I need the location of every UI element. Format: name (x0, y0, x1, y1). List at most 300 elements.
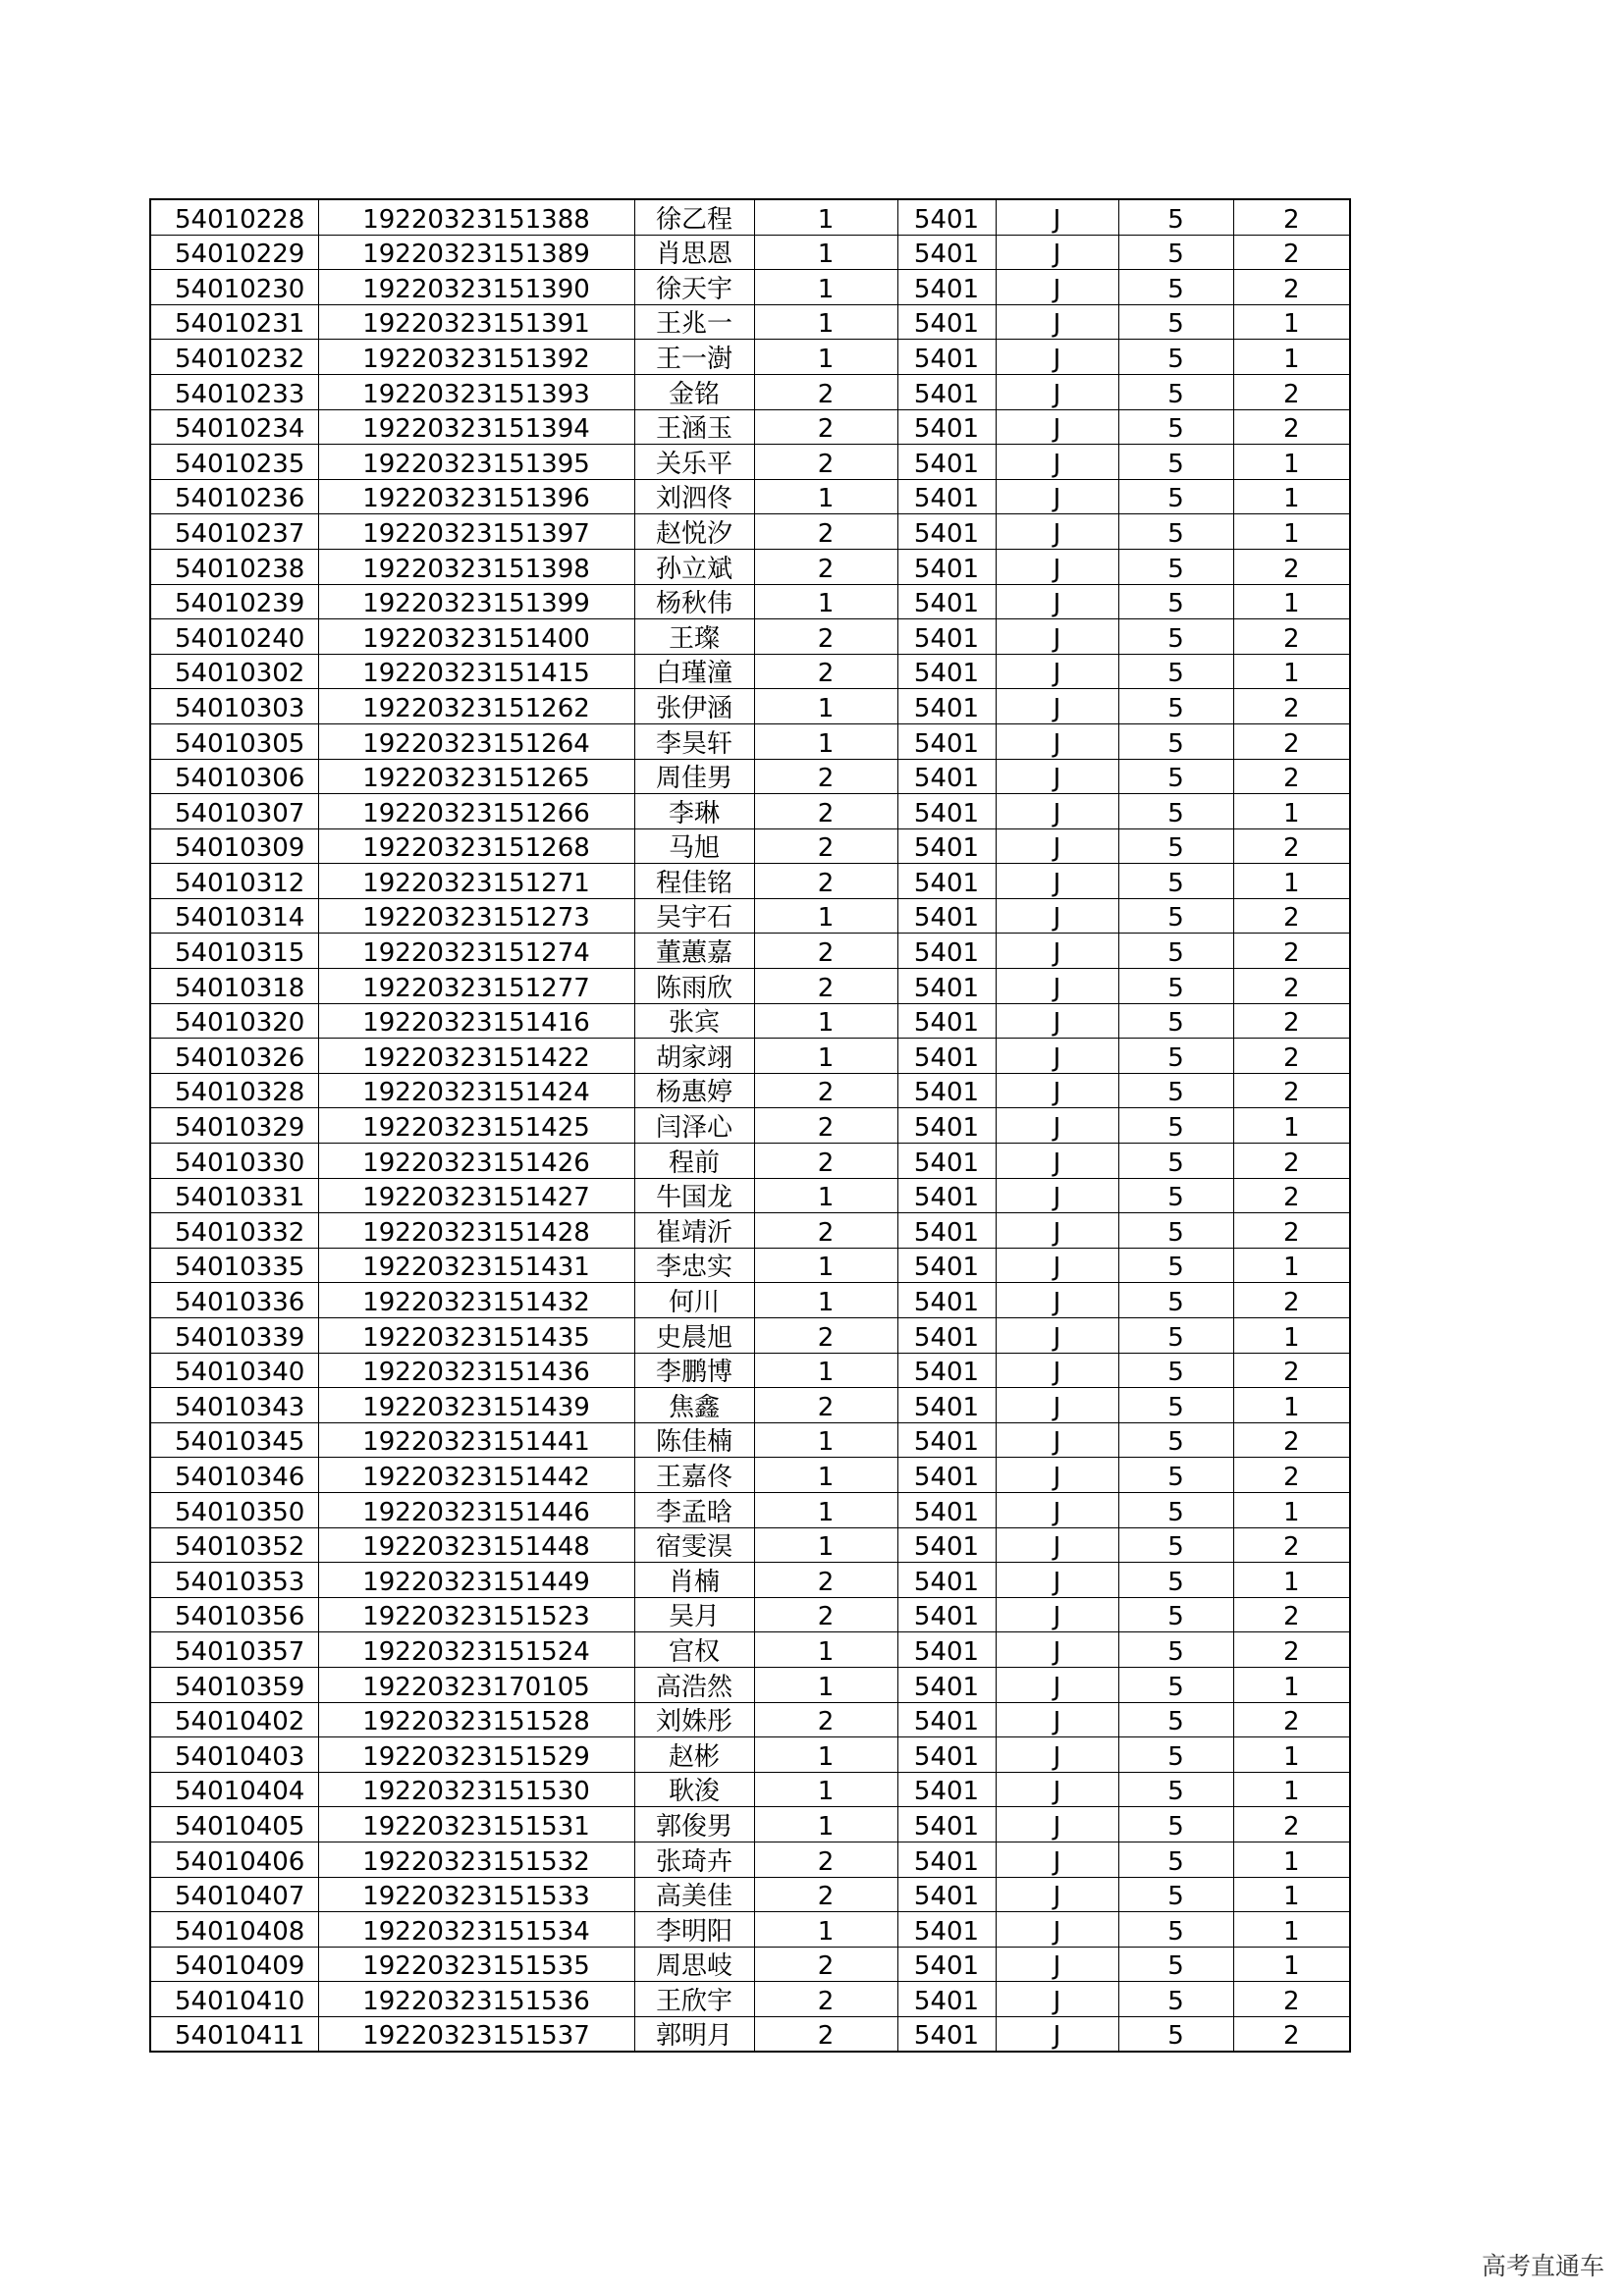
cell-seq-number: 54010305 (150, 723, 318, 759)
cell-seq-number: 54010409 (150, 1947, 318, 1982)
cell-student-name: 王欣宇 (634, 1982, 754, 2017)
cell-type-code: 2 (1233, 1283, 1350, 1318)
table-row (150, 1667, 1350, 1702)
cell-student-name: 李明阳 (634, 1912, 754, 1948)
cell-level-code: 5 (1118, 1492, 1233, 1527)
cell-category-code: J (996, 1632, 1118, 1668)
table-row (150, 479, 1350, 514)
cell-gender-code: 1 (754, 1422, 897, 1458)
cell-level-code: 5 (1118, 1842, 1233, 1877)
cell-student-name: 王兆一 (634, 304, 754, 340)
table-row (150, 1597, 1350, 1632)
table-row (150, 898, 1350, 934)
cell-school-code: 5401 (897, 1388, 996, 1423)
cell-level-code: 5 (1118, 1073, 1233, 1108)
cell-student-name: 刘泗佟 (634, 479, 754, 514)
cell-student-name: 何川 (634, 1283, 754, 1318)
cell-student-name: 徐乙程 (634, 199, 754, 235)
cell-category-code: J (996, 1807, 1118, 1842)
cell-level-code: 5 (1118, 934, 1233, 969)
cell-exam-id: 19220323151271 (318, 864, 634, 899)
cell-exam-id: 19220323151436 (318, 1353, 634, 1388)
cell-school-code: 5401 (897, 1947, 996, 1982)
cell-student-name: 肖思恩 (634, 235, 754, 270)
cell-seq-number: 54010230 (150, 270, 318, 305)
cell-gender-code: 1 (754, 1807, 897, 1842)
cell-student-name: 焦鑫 (634, 1388, 754, 1423)
cell-gender-code: 1 (754, 1353, 897, 1388)
cell-type-code: 1 (1233, 794, 1350, 829)
cell-school-code: 5401 (897, 1527, 996, 1563)
cell-school-code: 5401 (897, 409, 996, 445)
cell-student-name: 马旭 (634, 828, 754, 864)
cell-school-code: 5401 (897, 1318, 996, 1354)
table-row (150, 1527, 1350, 1563)
cell-gender-code: 2 (754, 374, 897, 409)
cell-gender-code: 2 (754, 969, 897, 1004)
cell-gender-code: 2 (754, 1144, 897, 1179)
cell-student-name: 李鹏博 (634, 1353, 754, 1388)
cell-exam-id: 19220323151389 (318, 235, 634, 270)
cell-category-code: J (996, 2016, 1118, 2052)
cell-gender-code: 1 (754, 1527, 897, 1563)
cell-exam-id: 19220323151532 (318, 1842, 634, 1877)
cell-level-code: 5 (1118, 794, 1233, 829)
cell-level-code: 5 (1118, 340, 1233, 375)
cell-exam-id: 19220323170105 (318, 1667, 634, 1702)
cell-type-code: 2 (1233, 969, 1350, 1004)
cell-student-name: 史晨旭 (634, 1318, 754, 1354)
cell-seq-number: 54010228 (150, 199, 318, 235)
cell-level-code: 5 (1118, 1144, 1233, 1179)
cell-gender-code: 2 (754, 1388, 897, 1423)
cell-school-code: 5401 (897, 1003, 996, 1039)
cell-level-code: 5 (1118, 374, 1233, 409)
cell-type-code: 1 (1233, 1912, 1350, 1948)
cell-level-code: 5 (1118, 270, 1233, 305)
cell-seq-number: 54010345 (150, 1422, 318, 1458)
cell-seq-number: 54010346 (150, 1458, 318, 1493)
cell-school-code: 5401 (897, 654, 996, 689)
cell-seq-number: 54010309 (150, 828, 318, 864)
cell-category-code: J (996, 794, 1118, 829)
roster-body (150, 199, 1350, 2052)
cell-type-code: 2 (1233, 1807, 1350, 1842)
cell-category-code: J (996, 1108, 1118, 1144)
cell-category-code: J (996, 759, 1118, 794)
cell-gender-code: 2 (754, 1073, 897, 1108)
cell-student-name: 牛国龙 (634, 1178, 754, 1213)
cell-school-code: 5401 (897, 584, 996, 619)
cell-exam-id: 19220323151391 (318, 304, 634, 340)
cell-exam-id: 19220323151449 (318, 1563, 634, 1598)
table-row (150, 549, 1350, 584)
cell-type-code: 2 (1233, 619, 1350, 655)
table-row (150, 1632, 1350, 1668)
cell-exam-id: 19220323151427 (318, 1178, 634, 1213)
cell-type-code: 2 (1233, 2016, 1350, 2052)
cell-student-name: 周思岐 (634, 1947, 754, 1982)
cell-exam-id: 19220323151531 (318, 1807, 634, 1842)
cell-school-code: 5401 (897, 1772, 996, 1807)
cell-level-code: 5 (1118, 584, 1233, 619)
table-row (150, 759, 1350, 794)
cell-seq-number: 54010339 (150, 1318, 318, 1354)
cell-type-code: 1 (1233, 864, 1350, 899)
cell-school-code: 5401 (897, 1353, 996, 1388)
table-row (150, 864, 1350, 899)
cell-category-code: J (996, 1982, 1118, 2017)
cell-category-code: J (996, 1527, 1118, 1563)
cell-type-code: 1 (1233, 1842, 1350, 1877)
cell-type-code: 1 (1233, 340, 1350, 375)
table-row (150, 1283, 1350, 1318)
cell-exam-id: 19220323151529 (318, 1737, 634, 1773)
table-row (150, 619, 1350, 655)
cell-level-code: 5 (1118, 1353, 1233, 1388)
cell-exam-id: 19220323151399 (318, 584, 634, 619)
cell-gender-code: 1 (754, 304, 897, 340)
cell-seq-number: 54010234 (150, 409, 318, 445)
table-row (150, 1702, 1350, 1737)
cell-type-code: 1 (1233, 514, 1350, 550)
cell-exam-id: 19220323151537 (318, 2016, 634, 2052)
cell-type-code: 1 (1233, 654, 1350, 689)
cell-type-code: 1 (1233, 1108, 1350, 1144)
table-row (150, 1318, 1350, 1354)
cell-category-code: J (996, 828, 1118, 864)
cell-gender-code: 1 (754, 340, 897, 375)
cell-seq-number: 54010231 (150, 304, 318, 340)
cell-school-code: 5401 (897, 1178, 996, 1213)
cell-category-code: J (996, 934, 1118, 969)
cell-student-name: 孙立斌 (634, 549, 754, 584)
cell-seq-number: 54010331 (150, 1178, 318, 1213)
cell-gender-code: 2 (754, 549, 897, 584)
cell-level-code: 5 (1118, 1248, 1233, 1283)
cell-school-code: 5401 (897, 514, 996, 550)
cell-school-code: 5401 (897, 969, 996, 1004)
cell-type-code: 2 (1233, 689, 1350, 724)
cell-category-code: J (996, 199, 1118, 235)
table-row (150, 828, 1350, 864)
cell-gender-code: 2 (754, 1213, 897, 1249)
cell-gender-code: 2 (754, 1842, 897, 1877)
cell-level-code: 5 (1118, 1877, 1233, 1912)
cell-seq-number: 54010320 (150, 1003, 318, 1039)
cell-level-code: 5 (1118, 1422, 1233, 1458)
cell-category-code: J (996, 1597, 1118, 1632)
cell-exam-id: 19220323151400 (318, 619, 634, 655)
cell-school-code: 5401 (897, 1632, 996, 1668)
table-row (150, 1912, 1350, 1948)
cell-student-name: 王涵玉 (634, 409, 754, 445)
cell-exam-id: 19220323151431 (318, 1248, 634, 1283)
cell-gender-code: 1 (754, 1248, 897, 1283)
cell-school-code: 5401 (897, 1108, 996, 1144)
cell-level-code: 5 (1118, 1667, 1233, 1702)
cell-school-code: 5401 (897, 1283, 996, 1318)
cell-level-code: 5 (1118, 1807, 1233, 1842)
cell-school-code: 5401 (897, 864, 996, 899)
cell-level-code: 5 (1118, 619, 1233, 655)
cell-category-code: J (996, 689, 1118, 724)
cell-gender-code: 1 (754, 479, 897, 514)
cell-gender-code: 1 (754, 1458, 897, 1493)
cell-seq-number: 54010306 (150, 759, 318, 794)
cell-level-code: 5 (1118, 1737, 1233, 1773)
cell-type-code: 1 (1233, 584, 1350, 619)
cell-level-code: 5 (1118, 1772, 1233, 1807)
cell-seq-number: 54010318 (150, 969, 318, 1004)
cell-category-code: J (996, 374, 1118, 409)
cell-level-code: 5 (1118, 969, 1233, 1004)
cell-school-code: 5401 (897, 1667, 996, 1702)
cell-seq-number: 54010352 (150, 1527, 318, 1563)
cell-category-code: J (996, 304, 1118, 340)
table-row (150, 1563, 1350, 1598)
cell-level-code: 5 (1118, 1702, 1233, 1737)
cell-seq-number: 54010229 (150, 235, 318, 270)
cell-school-code: 5401 (897, 619, 996, 655)
cell-level-code: 5 (1118, 1947, 1233, 1982)
cell-gender-code: 2 (754, 794, 897, 829)
cell-seq-number: 54010356 (150, 1597, 318, 1632)
cell-student-name: 宿雯淏 (634, 1527, 754, 1563)
cell-seq-number: 54010329 (150, 1108, 318, 1144)
cell-exam-id: 19220323151397 (318, 514, 634, 550)
cell-category-code: J (996, 1388, 1118, 1423)
cell-student-name: 程佳铭 (634, 864, 754, 899)
cell-seq-number: 54010239 (150, 584, 318, 619)
cell-exam-id: 19220323151392 (318, 340, 634, 375)
cell-seq-number: 54010403 (150, 1737, 318, 1773)
cell-category-code: J (996, 1353, 1118, 1388)
table-row (150, 1807, 1350, 1842)
cell-type-code: 2 (1233, 549, 1350, 584)
cell-school-code: 5401 (897, 1842, 996, 1877)
cell-student-name: 程前 (634, 1144, 754, 1179)
table-row (150, 1982, 1350, 2017)
cell-level-code: 5 (1118, 1527, 1233, 1563)
cell-type-code: 2 (1233, 1353, 1350, 1388)
cell-seq-number: 54010340 (150, 1353, 318, 1388)
cell-level-code: 5 (1118, 549, 1233, 584)
cell-type-code: 2 (1233, 934, 1350, 969)
cell-type-code: 2 (1233, 199, 1350, 235)
cell-exam-id: 19220323151265 (318, 759, 634, 794)
cell-gender-code: 1 (754, 1178, 897, 1213)
cell-school-code: 5401 (897, 1563, 996, 1598)
cell-category-code: J (996, 723, 1118, 759)
cell-student-name: 张琦卉 (634, 1842, 754, 1877)
cell-school-code: 5401 (897, 1702, 996, 1737)
cell-gender-code: 2 (754, 1563, 897, 1598)
cell-type-code: 1 (1233, 304, 1350, 340)
table-row (150, 2016, 1350, 2052)
cell-school-code: 5401 (897, 1877, 996, 1912)
cell-exam-id: 19220323151442 (318, 1458, 634, 1493)
cell-type-code: 1 (1233, 479, 1350, 514)
cell-seq-number: 54010315 (150, 934, 318, 969)
table-row (150, 654, 1350, 689)
cell-school-code: 5401 (897, 1492, 996, 1527)
cell-gender-code: 2 (754, 828, 897, 864)
table-row (150, 1248, 1350, 1283)
cell-school-code: 5401 (897, 689, 996, 724)
cell-category-code: J (996, 1912, 1118, 1948)
cell-category-code: J (996, 654, 1118, 689)
table-row (150, 199, 1350, 235)
cell-type-code: 2 (1233, 1073, 1350, 1108)
cell-school-code: 5401 (897, 479, 996, 514)
cell-exam-id: 19220323151534 (318, 1912, 634, 1948)
cell-exam-id: 19220323151388 (318, 199, 634, 235)
cell-student-name: 吴宇石 (634, 898, 754, 934)
cell-category-code: J (996, 514, 1118, 550)
cell-category-code: J (996, 1492, 1118, 1527)
table-row (150, 514, 1350, 550)
table-row (150, 1737, 1350, 1773)
cell-student-name: 白瑾潼 (634, 654, 754, 689)
cell-seq-number: 54010402 (150, 1702, 318, 1737)
cell-student-name: 王一澍 (634, 340, 754, 375)
table-row (150, 723, 1350, 759)
cell-type-code: 1 (1233, 1772, 1350, 1807)
cell-type-code: 1 (1233, 1318, 1350, 1354)
cell-type-code: 1 (1233, 1737, 1350, 1773)
table-row (150, 1213, 1350, 1249)
cell-category-code: J (996, 1947, 1118, 1982)
cell-category-code: J (996, 479, 1118, 514)
cell-seq-number: 54010411 (150, 2016, 318, 2052)
cell-category-code: J (996, 1213, 1118, 1249)
cell-type-code: 2 (1233, 1144, 1350, 1179)
cell-seq-number: 54010235 (150, 445, 318, 480)
cell-school-code: 5401 (897, 1597, 996, 1632)
cell-type-code: 1 (1233, 1248, 1350, 1283)
cell-level-code: 5 (1118, 1039, 1233, 1074)
table-row (150, 1492, 1350, 1527)
cell-gender-code: 2 (754, 1877, 897, 1912)
cell-seq-number: 54010330 (150, 1144, 318, 1179)
cell-category-code: J (996, 235, 1118, 270)
cell-level-code: 5 (1118, 1003, 1233, 1039)
cell-student-name: 李琳 (634, 794, 754, 829)
cell-exam-id: 19220323151262 (318, 689, 634, 724)
cell-category-code: J (996, 1737, 1118, 1773)
table-row (150, 1073, 1350, 1108)
cell-level-code: 5 (1118, 828, 1233, 864)
table-row (150, 1108, 1350, 1144)
cell-seq-number: 54010410 (150, 1982, 318, 2017)
cell-gender-code: 2 (754, 759, 897, 794)
cell-level-code: 5 (1118, 514, 1233, 550)
cell-category-code: J (996, 270, 1118, 305)
cell-exam-id: 19220323151277 (318, 969, 634, 1004)
cell-seq-number: 54010307 (150, 794, 318, 829)
cell-gender-code: 2 (754, 619, 897, 655)
cell-category-code: J (996, 1702, 1118, 1737)
footer-watermark: 高考直通车 (1481, 2252, 1604, 2280)
table-row (150, 1842, 1350, 1877)
cell-level-code: 5 (1118, 689, 1233, 724)
cell-school-code: 5401 (897, 1737, 996, 1773)
table-row (150, 584, 1350, 619)
cell-category-code: J (996, 549, 1118, 584)
cell-category-code: J (996, 1458, 1118, 1493)
cell-exam-id: 19220323151390 (318, 270, 634, 305)
cell-category-code: J (996, 1073, 1118, 1108)
cell-category-code: J (996, 409, 1118, 445)
cell-type-code: 2 (1233, 1527, 1350, 1563)
cell-level-code: 5 (1118, 304, 1233, 340)
cell-level-code: 5 (1118, 654, 1233, 689)
table-row (150, 1003, 1350, 1039)
cell-gender-code: 1 (754, 1632, 897, 1668)
cell-student-name: 宫权 (634, 1632, 754, 1668)
cell-type-code: 2 (1233, 1003, 1350, 1039)
cell-level-code: 5 (1118, 723, 1233, 759)
cell-school-code: 5401 (897, 1248, 996, 1283)
cell-gender-code: 1 (754, 1283, 897, 1318)
cell-student-name: 金铭 (634, 374, 754, 409)
cell-level-code: 5 (1118, 1178, 1233, 1213)
cell-exam-id: 19220323151523 (318, 1597, 634, 1632)
cell-gender-code: 2 (754, 409, 897, 445)
table-row (150, 1458, 1350, 1493)
cell-student-name: 张宾 (634, 1003, 754, 1039)
cell-seq-number: 54010302 (150, 654, 318, 689)
cell-student-name: 李忠实 (634, 1248, 754, 1283)
cell-type-code: 2 (1233, 1213, 1350, 1249)
cell-category-code: J (996, 1318, 1118, 1354)
cell-gender-code: 1 (754, 1737, 897, 1773)
cell-gender-code: 1 (754, 1912, 897, 1948)
cell-exam-id: 19220323151424 (318, 1073, 634, 1108)
cell-level-code: 5 (1118, 898, 1233, 934)
cell-student-name: 崔靖沂 (634, 1213, 754, 1249)
cell-student-name: 陈佳楠 (634, 1422, 754, 1458)
cell-gender-code: 2 (754, 1318, 897, 1354)
cell-student-name: 杨秋伟 (634, 584, 754, 619)
cell-student-name: 高浩然 (634, 1667, 754, 1702)
cell-exam-id: 19220323151398 (318, 549, 634, 584)
cell-level-code: 5 (1118, 1563, 1233, 1598)
table-row (150, 1422, 1350, 1458)
cell-type-code: 2 (1233, 1039, 1350, 1074)
cell-category-code: J (996, 1563, 1118, 1598)
cell-exam-id: 19220323151396 (318, 479, 634, 514)
cell-type-code: 2 (1233, 409, 1350, 445)
cell-seq-number: 54010405 (150, 1807, 318, 1842)
cell-level-code: 5 (1118, 759, 1233, 794)
cell-level-code: 5 (1118, 1108, 1233, 1144)
table-row (150, 409, 1350, 445)
cell-level-code: 5 (1118, 1982, 1233, 2017)
cell-exam-id: 19220323151416 (318, 1003, 634, 1039)
cell-level-code: 5 (1118, 864, 1233, 899)
cell-school-code: 5401 (897, 723, 996, 759)
cell-seq-number: 54010336 (150, 1283, 318, 1318)
cell-seq-number: 54010359 (150, 1667, 318, 1702)
cell-gender-code: 2 (754, 864, 897, 899)
table-row (150, 340, 1350, 375)
cell-gender-code: 1 (754, 199, 897, 235)
cell-level-code: 5 (1118, 445, 1233, 480)
student-roster-table (149, 198, 1351, 2053)
cell-type-code: 2 (1233, 1632, 1350, 1668)
